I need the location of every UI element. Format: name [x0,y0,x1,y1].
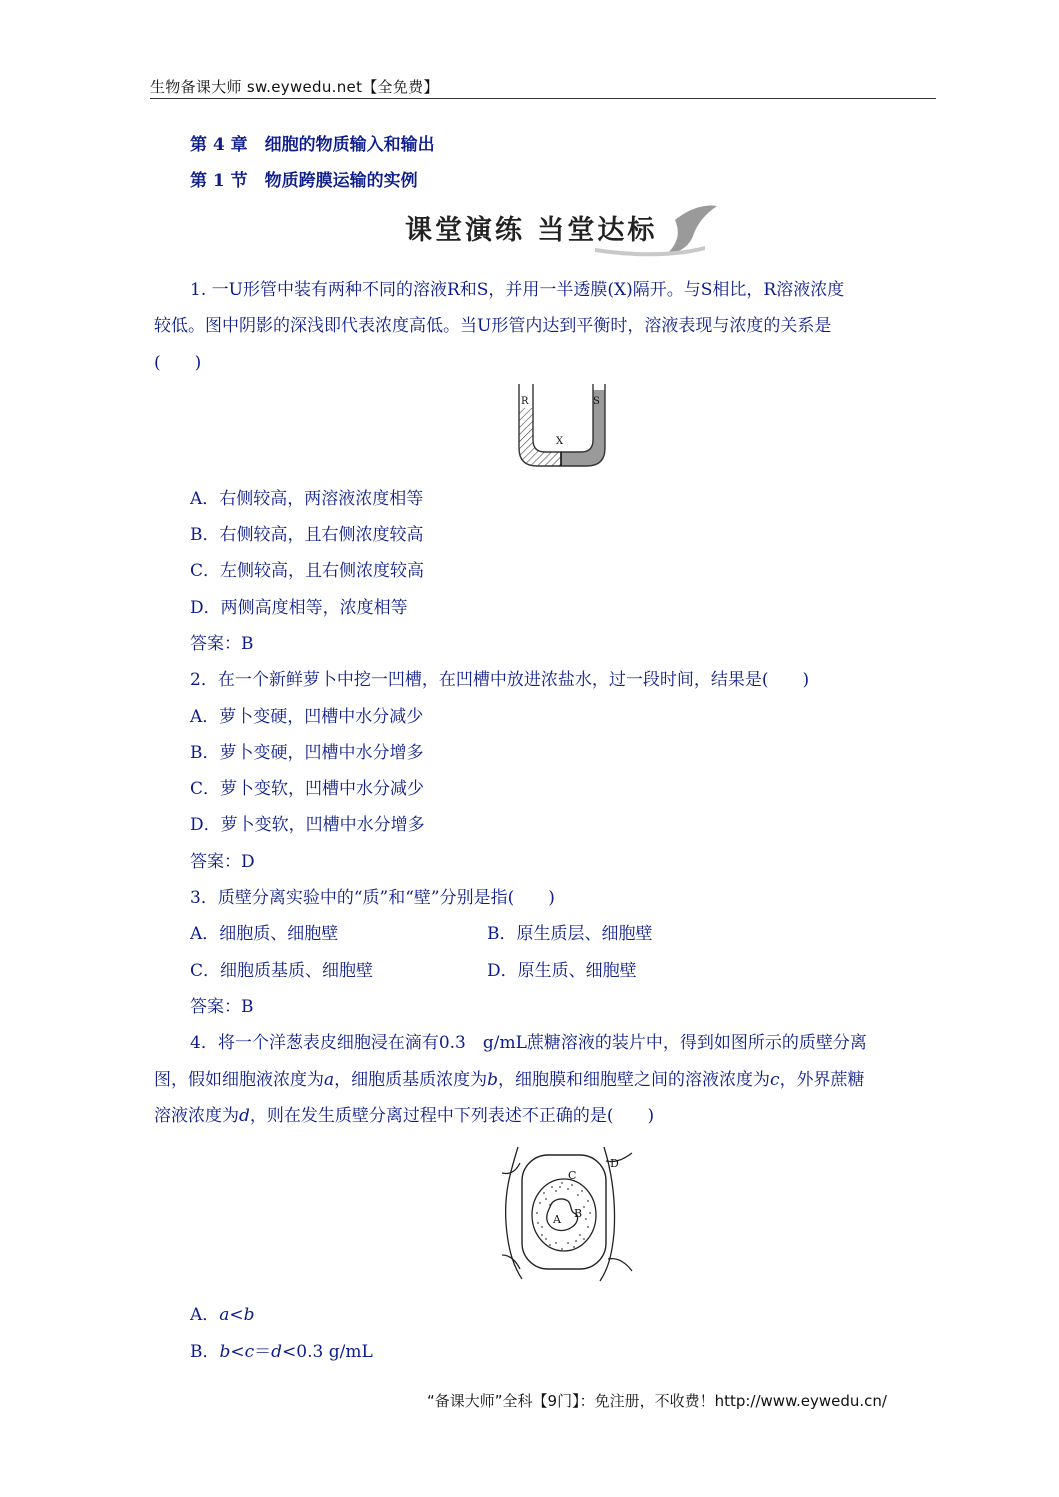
q3-option-b: B．原生质层、细胞壁 [487,924,653,944]
label-a: A [553,1213,561,1226]
q2-option-d: D．萝卜变软，凹槽中水分增多 [190,815,425,835]
label-d: D [610,1157,619,1170]
q1-option-b: B．右侧较高，且右侧浓度较高 [190,525,424,545]
plasmolysis-cell-figure [500,1143,635,1287]
q2-option-a: A．萝卜变硬，凹槽中水分减少 [190,707,424,727]
q4-option-b: B．b<c＝d<0.3 g/mL [190,1342,373,1362]
q1-answer: 答案：B [190,634,254,654]
q3-option-c: C．细胞质基质、细胞壁 [190,961,374,981]
q4-stem-line2: 图，假如细胞液浓度为a，细胞质基质浓度为b，细胞膜和细胞壁之间的溶液浓度为c，外界蔗糖 [154,1070,865,1090]
q3-option-a: A．细胞质、细胞壁 [190,924,339,944]
q1-option-c: C．左侧较高，且右侧浓度较高 [190,561,425,581]
page-header: 生物备课大师 sw.eywedu.net【全免费】 [150,78,439,96]
q1-stem-line1: 1. 一U形管中装有两种不同的溶液R和S，并用一半透膜(X)隔开。与S相比，R溶液浓度 [190,280,845,300]
q2-stem: 2．在一个新鲜萝卜中挖一凹槽，在凹槽中放进浓盐水，过一段时间，结果是( ) [190,670,810,690]
u-tube-figure [515,382,610,476]
label-c: C [568,1169,577,1182]
banner-text: 课堂演练 当堂达标 [405,215,658,246]
q3-stem: 3．质壁分离实验中的“质”和“壁”分别是指( ) [190,888,555,908]
q2-option-c: C．萝卜变软，凹槽中水分减少 [190,779,425,799]
page-footer: “备课大师”全科【9门】：免注册，不收费！http://www.eywedu.cn/ [427,1392,887,1410]
header-divider [150,98,936,99]
label-b: B [574,1207,583,1220]
q2-option-b: B．萝卜变硬，凹槽中水分增多 [190,743,424,763]
label-s: S [593,396,600,407]
label-r: R [521,396,529,407]
chapter-title: 第 4 章 细胞的物质输入和输出 [190,135,435,155]
q3-option-d: D．原生质、细胞壁 [487,961,637,981]
q1-option-d: D．两侧高度相等，浓度相等 [190,598,408,618]
q3-answer: 答案：B [190,997,254,1017]
q2-answer: 答案：D [190,852,255,872]
q1-stem-line2: 较低。图中阴影的深浅即代表浓度高低。当U形管内达到平衡时，溶液表现与浓度的关系是 [154,316,832,336]
q4-option-a: A．a<b [190,1305,255,1325]
q4-stem-line1: 4．将一个洋葱表皮细胞浸在滴有0.3 g/mL蔗糖溶液的装片中，得到如图所示的质壁分离 [190,1033,867,1053]
q1-option-a: A．右侧较高，两溶液浓度相等 [190,489,424,509]
section-banner [405,200,723,258]
label-x: X [556,436,564,447]
section-title: 第 1 节 物质跨膜运输的实例 [190,171,418,191]
q1-stem-line3: ( ) [154,353,202,373]
q4-stem-line3: 溶液浓度为d，则在发生质壁分离过程中下列表述不正确的是( ) [154,1106,655,1126]
